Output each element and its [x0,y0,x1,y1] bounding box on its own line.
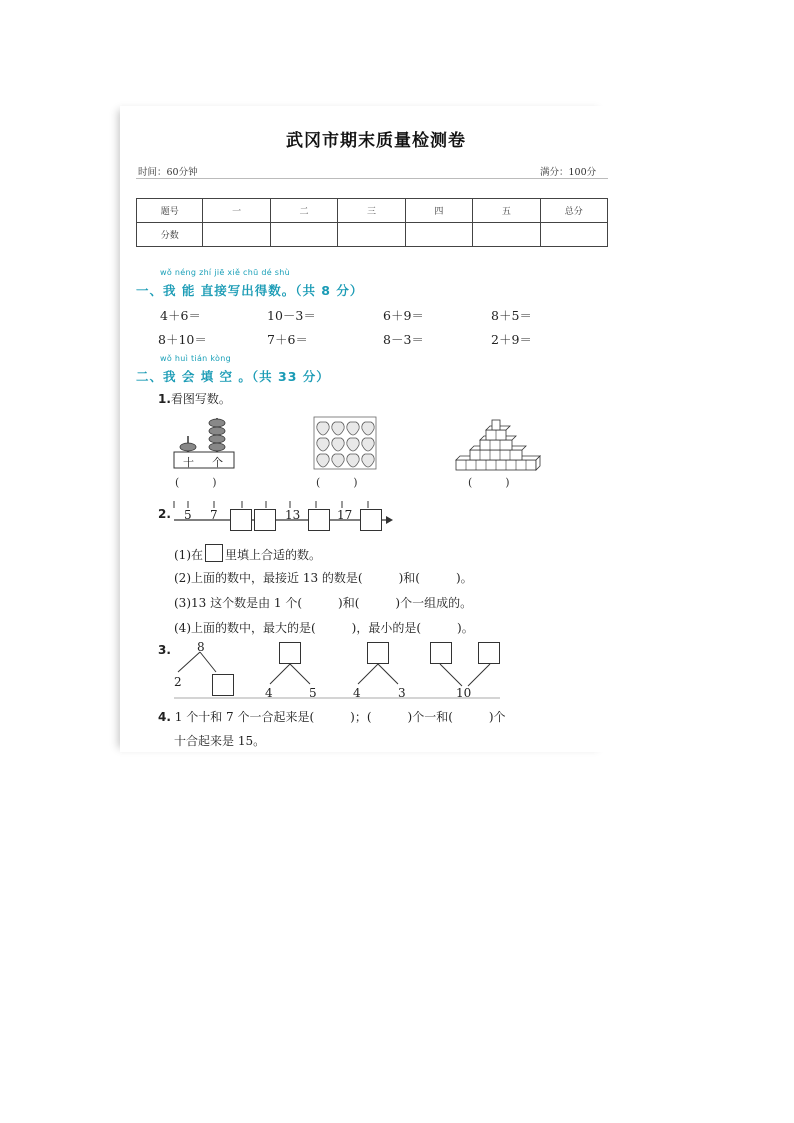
abacus-ones-label: 个 [212,456,223,469]
cube-stack-figure [454,418,542,472]
strawberries-figure [312,416,378,472]
exam-title: 武冈市期末质量检测卷 [286,131,466,151]
question-2-sub4: (4)上面的数中，最大的是( )，最小的是( )。 [174,621,474,635]
sub1-text-a: (1)在 [174,548,203,562]
score-cell[interactable] [203,223,270,247]
equation: 8＋10＝ [158,332,207,347]
number-line-tick-label: 17 [337,508,353,522]
answer-box[interactable] [308,509,330,531]
bond-part-number: 3 [398,686,406,700]
number-line-tick-label: 5 [184,508,192,522]
score-cell[interactable] [540,223,607,247]
answer-paren[interactable]: ( ) [175,476,217,489]
equation: 6＋9＝ [383,308,424,323]
header-rule [136,178,608,179]
score-table-header-cell: 总分 [540,199,607,223]
answer-box[interactable] [478,642,500,664]
question-2-sub2: (2)上面的数中，最接近 13 的数是( )和( )。 [174,571,473,585]
question-number: 3. [158,643,171,657]
question-4 [158,708,506,725]
question-number: 1. [158,392,171,406]
score-table-header-cell: 题号 [137,199,203,223]
answer-box[interactable] [254,509,276,531]
question-1 [158,390,231,407]
answer-paren[interactable]: ( ) [316,476,358,489]
bond-whole-number: 10 [456,686,472,700]
bond-part-number: 4 [265,686,273,700]
time-limit: 时间：60分钟 [138,167,198,178]
question-number: 4. [158,710,171,724]
question-number: 2. [158,507,171,521]
score-table-header-cell: 二 [270,199,337,223]
equation: 4＋6＝ [160,308,201,323]
exam-sheet [120,106,608,752]
number-line-tick-label: 13 [285,508,301,522]
score-cell[interactable] [473,223,540,247]
answer-box[interactable] [367,642,389,664]
section2-title: 二、我 会 填 空 。（共 33 分） [136,369,330,384]
abacus-tens-label: 十 [183,456,194,469]
answer-box[interactable] [212,674,234,696]
question-2-number [158,507,171,521]
score-table-header-row [137,199,608,223]
score-table-score-row [137,223,608,247]
answer-box[interactable] [279,642,301,664]
equation: 8－3＝ [383,332,424,347]
answer-paren[interactable]: ( ) [468,476,510,489]
inline-answer-box [205,544,223,562]
score-table-header-cell: 五 [473,199,540,223]
section1-title: 一、我 能 直接写出得数。（共 8 分） [136,283,364,298]
full-score: 满分：100分 [540,167,597,178]
question-3-number [158,643,171,657]
bond-part-number: 4 [353,686,361,700]
bond-part-number: 5 [309,686,317,700]
number-line-tick-label: 7 [210,508,218,522]
equation: 2＋9＝ [491,332,532,347]
equation: 8＋5＝ [491,308,532,323]
section2-pinyin: wǒ huì tián kòng [160,354,231,363]
score-table-header-cell: 四 [405,199,472,223]
bond-part-number: 2 [174,675,182,689]
section1-pinyin: wǒ néng zhí jiē xiě chū dé shù [160,268,290,277]
question-4-line2: 十合起来是 15。 [174,734,266,748]
question-text: 看图写数。 [170,392,231,406]
question-2-sub1 [174,544,321,563]
question-4-line1: 1 个十和 7 个一合起来是( )；( )个一和( )个 [174,710,506,724]
sub1-text-b: 里填上合适的数。 [225,548,322,562]
answer-box[interactable] [430,642,452,664]
equation: 10－3＝ [267,308,316,323]
question-2-sub3: (3)13 这个数是由 1 个( )和( )个一组成的。 [174,596,473,610]
score-table-row-label: 分数 [137,223,203,247]
score-table [136,198,608,247]
equation: 7＋6＝ [267,332,308,347]
score-cell[interactable] [270,223,337,247]
score-table-header-cell: 一 [203,199,270,223]
score-cell[interactable] [405,223,472,247]
bond-top-number: 8 [197,640,205,654]
score-table-header-cell: 三 [338,199,405,223]
answer-box[interactable] [360,509,382,531]
score-cell[interactable] [338,223,405,247]
answer-box[interactable] [230,509,252,531]
